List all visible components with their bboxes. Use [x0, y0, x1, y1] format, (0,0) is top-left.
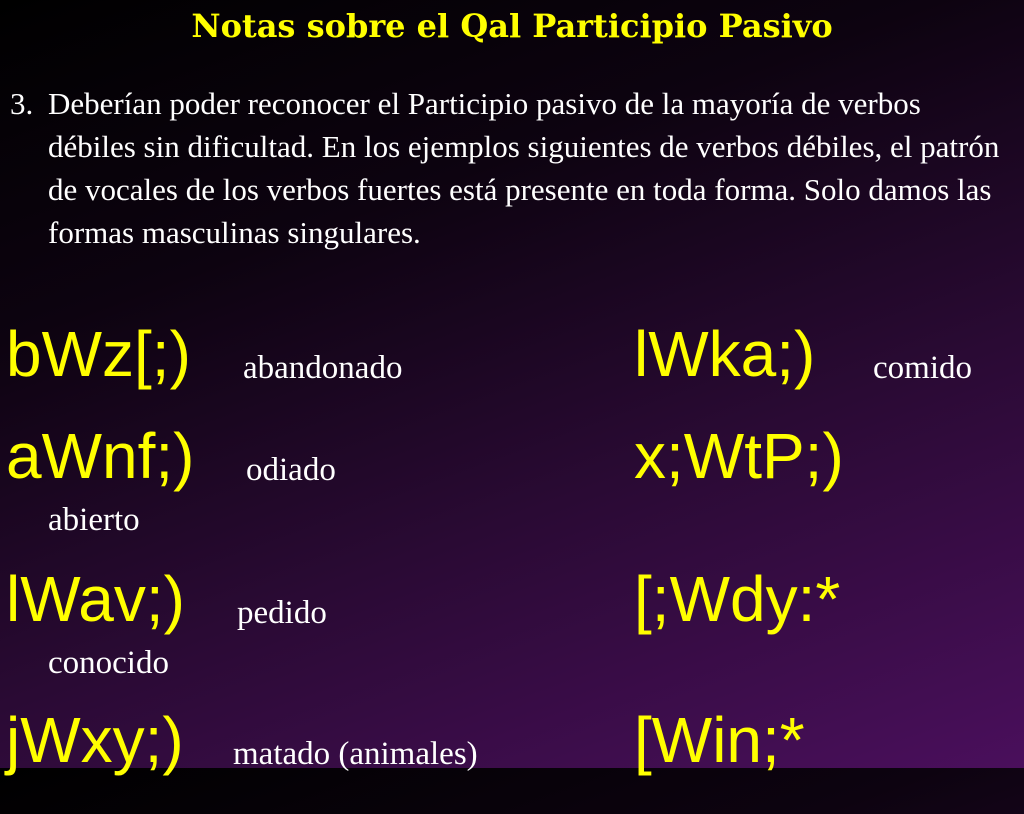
point-text: Deberían poder reconocer el Participio pasivo de la mayoría de verbos débiles sin dificultad. En los ejemplos siguientes de verbos débiles, el patrón de vocales de los verbos fuertes está presente en toda forma. Solo damos las formas masculinas singulares. [48, 86, 1000, 250]
vocab-row [0, 563, 1024, 681]
term-gloss: odiado [246, 452, 336, 488]
hebrew-term: [;Wdy:* [634, 563, 841, 635]
point-number: 3. [10, 86, 34, 121]
hebrew-term: jWxy;) [6, 704, 184, 776]
term-gloss: comido [873, 350, 972, 386]
numbered-point [10, 82, 1015, 254]
vocab-row [0, 704, 1024, 814]
hebrew-term: [Win;* [634, 704, 805, 776]
vocab-row [0, 318, 1024, 428]
hebrew-term: lWav;) [6, 563, 185, 635]
term-gloss: abierto [48, 502, 140, 538]
hebrew-term: lWka;) [634, 318, 816, 390]
slide-title: Notas sobre el Qal Participio Pasivo [191, 7, 833, 45]
hebrew-term: bWz[;) [6, 318, 191, 390]
vocab-row [0, 420, 1024, 538]
term-gloss: abandonado [243, 350, 403, 386]
term-gloss: pedido [237, 595, 327, 631]
term-gloss: conocido [48, 645, 169, 681]
hebrew-term: x;WtP;) [634, 420, 844, 492]
hebrew-term: aWnf;) [6, 420, 195, 492]
term-gloss: matado (animales) [233, 736, 478, 772]
